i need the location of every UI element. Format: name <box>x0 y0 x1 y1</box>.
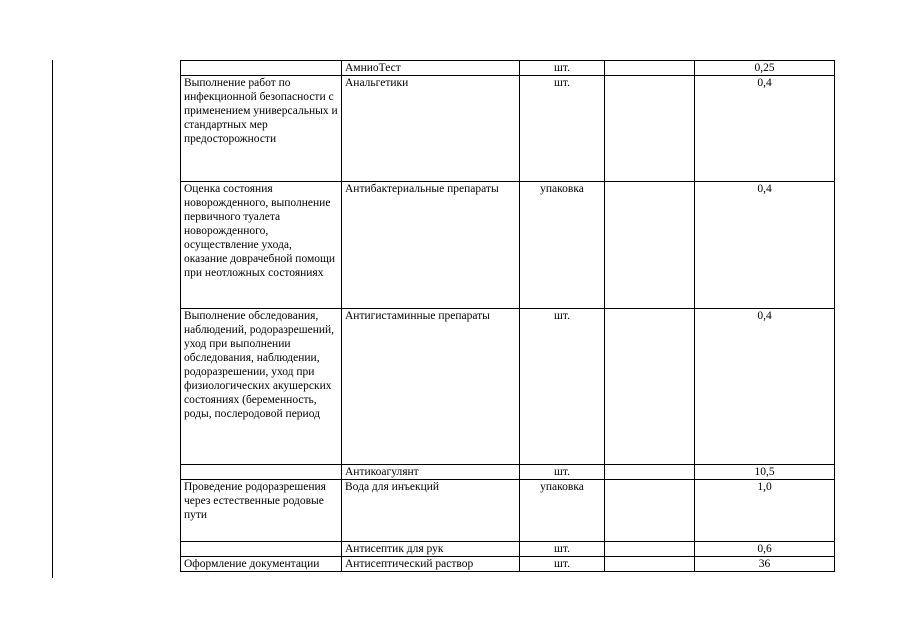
table-row <box>181 557 835 572</box>
unit-cell: шт. <box>520 61 605 76</box>
item-cell: Антисептик для рук <box>342 542 520 557</box>
table-row <box>181 465 835 480</box>
value-cell: 0,4 <box>695 309 835 465</box>
table-row <box>181 76 835 182</box>
activity-cell <box>181 309 342 465</box>
activity-text: Проведение родоразрешения через естественные родовые пути <box>184 481 326 521</box>
unit-cell: упаковка <box>520 182 605 309</box>
activity-cell <box>181 76 342 182</box>
table-row <box>181 480 835 542</box>
value-cell: 0,6 <box>695 542 835 557</box>
value-cell: 1,0 <box>695 480 835 542</box>
extra-cell <box>605 182 695 309</box>
page-margin-line <box>52 60 53 578</box>
activity-text: Выполнение обследования, наблюдений, родоразрешений, уход при выполнении обследования, наблюдении, родоразрешении, уход при физиологических акушерских состояниях (беременность, роды, послеродовой период <box>184 310 335 420</box>
extra-cell <box>605 542 695 557</box>
table-row <box>181 61 835 76</box>
table-row <box>181 309 835 465</box>
item-cell: АмниоТест <box>342 61 520 76</box>
item-cell: Антисептический раствор <box>342 557 520 572</box>
table-row <box>181 542 835 557</box>
item-cell: Антибактериальные препараты <box>342 182 520 309</box>
activity-cell: Оценка состояния новорожденного, выполнение первичного туалета новорожденного, осуществление ухода, оказание доврачебной помощи при неотложных состояниях <box>181 182 342 309</box>
unit-cell: упаковка <box>520 480 605 542</box>
activity-cell <box>181 61 342 76</box>
extra-cell <box>605 557 695 572</box>
value-cell: 0,4 <box>695 76 835 182</box>
extra-cell <box>605 76 695 182</box>
value-cell: 10,5 <box>695 465 835 480</box>
item-cell: Вода для инъекций <box>342 480 520 542</box>
value-cell: 0,4 <box>695 182 835 309</box>
value-cell: 0,25 <box>695 61 835 76</box>
unit-cell: шт. <box>520 542 605 557</box>
activity-cell <box>181 542 342 557</box>
item-cell: Антикоагулянт <box>342 465 520 480</box>
item-cell: Анальгетики <box>342 76 520 182</box>
supplies-table <box>180 60 835 572</box>
activity-cell <box>181 465 342 480</box>
extra-cell <box>605 61 695 76</box>
table-row <box>181 182 835 309</box>
activity-cell <box>181 480 342 542</box>
item-cell: Антигистаминные препараты <box>342 309 520 465</box>
unit-cell: шт. <box>520 309 605 465</box>
extra-cell <box>605 465 695 480</box>
unit-cell: шт. <box>520 557 605 572</box>
unit-cell: шт. <box>520 465 605 480</box>
value-cell: 36 <box>695 557 835 572</box>
activity-cell: Оформление документации <box>181 557 342 572</box>
extra-cell <box>605 480 695 542</box>
activity-text: Выполнение работ по инфекционной безопасности с применением универсальных и стандартных мер предосторожности <box>184 77 338 145</box>
extra-cell <box>605 309 695 465</box>
unit-cell: шт. <box>520 76 605 182</box>
